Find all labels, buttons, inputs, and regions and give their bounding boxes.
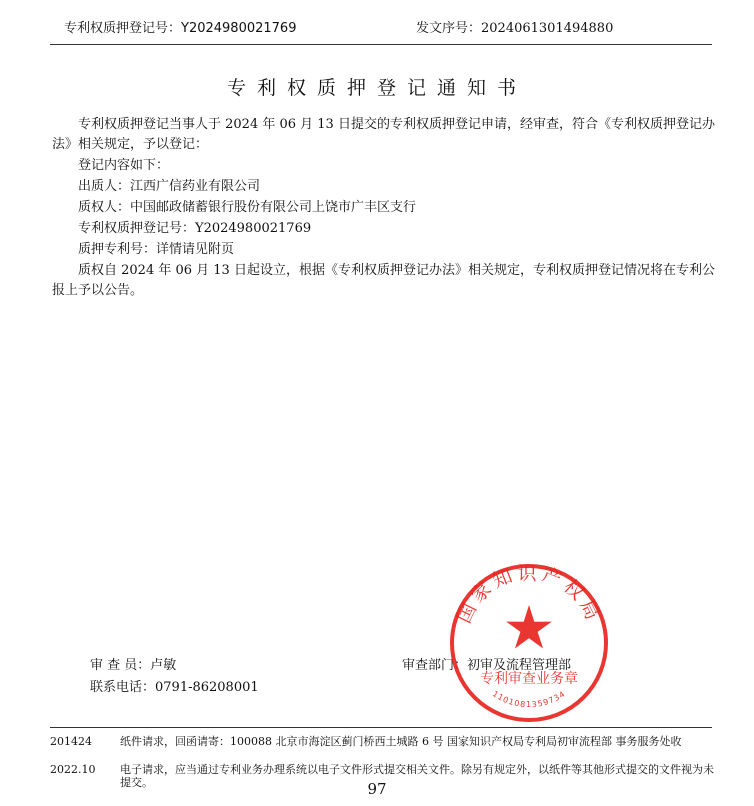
seal-inner-text: 专利审查业务章 bbox=[480, 671, 578, 687]
pledge-number-line: 专利权质押登记号：Y2024980021769 bbox=[78, 221, 312, 236]
official-seal-stamp bbox=[447, 561, 611, 725]
department-line: 审查部门：初审及流程管理部 bbox=[402, 658, 572, 673]
page-number: 97 bbox=[367, 780, 387, 798]
effective-paragraph: 质权自 2024 年 06 月 13 日起设立，根据《专利权质押登记办法》相关规定，专利权质押登记情况将在专利公报上予以公告。 bbox=[52, 263, 715, 298]
patent-number-line: 质押专利号：详情请见附页 bbox=[78, 242, 235, 257]
seal-outer-text: 国家知识产权局 bbox=[452, 562, 606, 627]
paper-request-note: 纸件请求，回函请寄：100088 北京市海淀区蓟门桥西土城路 6 号 国家知识产权局专利局初审流程部 事务服务处收 bbox=[120, 735, 682, 748]
phone-line: 联系电话：0791-86208001 bbox=[90, 680, 259, 695]
pledgor-line: 出质人：江西广信药业有限公司 bbox=[78, 179, 261, 194]
page-title: 专利权质押登记通知书 bbox=[226, 77, 527, 99]
form-version: 2022.10 bbox=[50, 763, 96, 776]
content-heading: 登记内容如下： bbox=[78, 158, 170, 173]
form-code: 201424 bbox=[50, 735, 92, 748]
pledgee-line: 质权人：中国邮政储蓄银行股份有限公司上饶市广丰区支行 bbox=[78, 200, 417, 215]
intro-paragraph: 专利权质押登记当事人于 2024 年 06 月 13 日提交的专利权质押登记申请，经审查，符合《专利权质押登记办法》相关规定，予以登记： bbox=[52, 117, 715, 152]
seal-star-icon bbox=[506, 605, 552, 649]
seal-serial: 1101081359734 bbox=[490, 689, 568, 710]
document-serial: 发文序号：2024061301494880 bbox=[416, 21, 614, 36]
footer-divider bbox=[50, 727, 712, 728]
header-divider bbox=[50, 44, 712, 45]
examiner-line: 审 查 员：卢敏 bbox=[90, 658, 177, 673]
electronic-request-note: 电子请求，应当通过专利业务办理系统以电子文件形式提交相关文件。除另有规定外，以纸件等其他形式提交的文件视为未提交。 bbox=[120, 763, 714, 789]
registration-number: 专利权质押登记号：Y2024980021769 bbox=[64, 21, 297, 36]
